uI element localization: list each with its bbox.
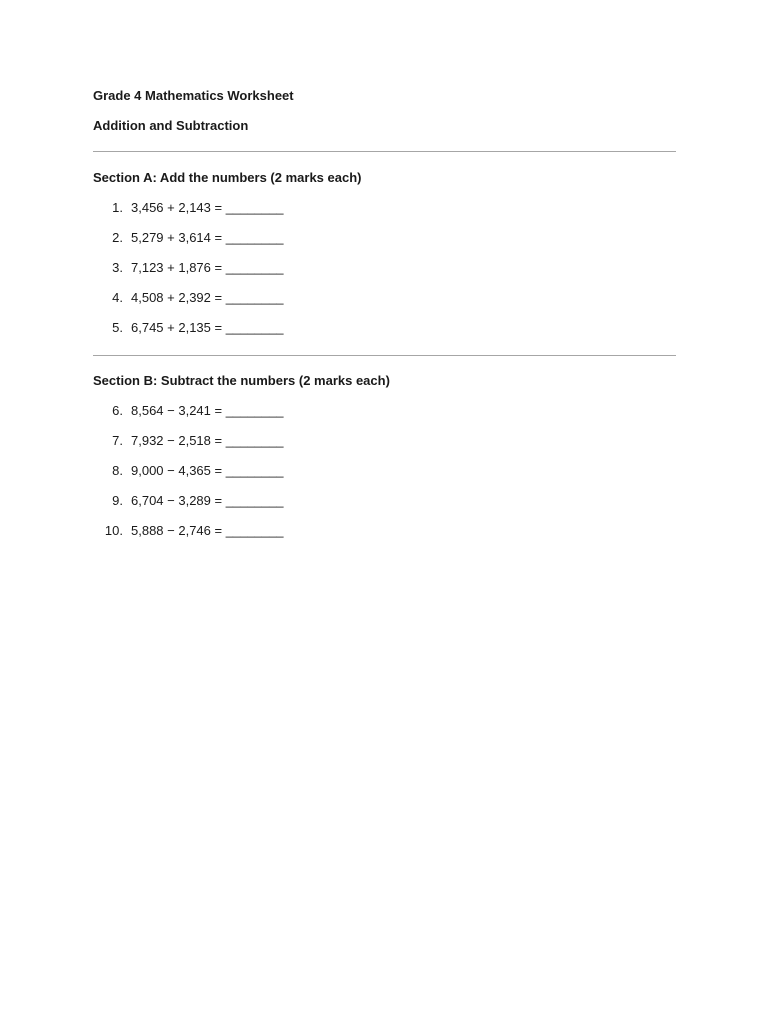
problem-expression: 5,888 − 2,746 = ________ <box>131 523 284 538</box>
problem-expression: 7,932 − 2,518 = ________ <box>131 433 284 448</box>
problem-number: 5. <box>112 320 123 335</box>
section-a-heading: Section A: Add the numbers (2 marks each) <box>93 170 362 185</box>
problem-item <box>93 431 676 451</box>
problem-item <box>93 198 676 218</box>
problem-expression: 3,456 + 2,143 = ________ <box>131 200 284 215</box>
problem-item <box>93 521 676 541</box>
problem-expression: 8,564 − 3,241 = ________ <box>131 403 284 418</box>
problem-number: 9. <box>112 493 123 508</box>
problem-number: 2. <box>112 230 123 245</box>
section-divider <box>93 355 676 356</box>
worksheet-title: Grade 4 Mathematics Worksheet <box>93 88 294 103</box>
worksheet-page <box>93 86 676 541</box>
worksheet-subtitle: Addition and Subtraction <box>93 118 249 133</box>
problem-expression: 7,123 + 1,876 = ________ <box>131 260 284 275</box>
problem-number: 8. <box>112 463 123 478</box>
problem-item <box>93 228 676 248</box>
section-b-problem-list <box>93 401 676 541</box>
problem-expression: 6,704 − 3,289 = ________ <box>131 493 284 508</box>
problem-expression: 4,508 + 2,392 = ________ <box>131 290 284 305</box>
problem-number: 7. <box>112 433 123 448</box>
problem-item <box>93 491 676 511</box>
problem-number: 6. <box>112 403 123 418</box>
problem-number: 10. <box>104 523 123 538</box>
problem-number: 1. <box>112 200 123 215</box>
problem-item <box>93 318 676 338</box>
problem-item <box>93 288 676 308</box>
section-divider <box>93 151 676 152</box>
problem-number: 4. <box>112 290 123 305</box>
section-a <box>93 168 676 338</box>
section-b <box>93 371 676 541</box>
problem-item <box>93 258 676 278</box>
problem-expression: 6,745 + 2,135 = ________ <box>131 320 284 335</box>
problem-number: 3. <box>112 260 123 275</box>
section-b-heading: Section B: Subtract the numbers (2 marks each) <box>93 373 390 388</box>
problem-item <box>93 401 676 421</box>
problem-expression: 5,279 + 3,614 = ________ <box>131 230 284 245</box>
problem-item <box>93 461 676 481</box>
section-a-problem-list <box>93 198 676 338</box>
problem-expression: 9,000 − 4,365 = ________ <box>131 463 284 478</box>
